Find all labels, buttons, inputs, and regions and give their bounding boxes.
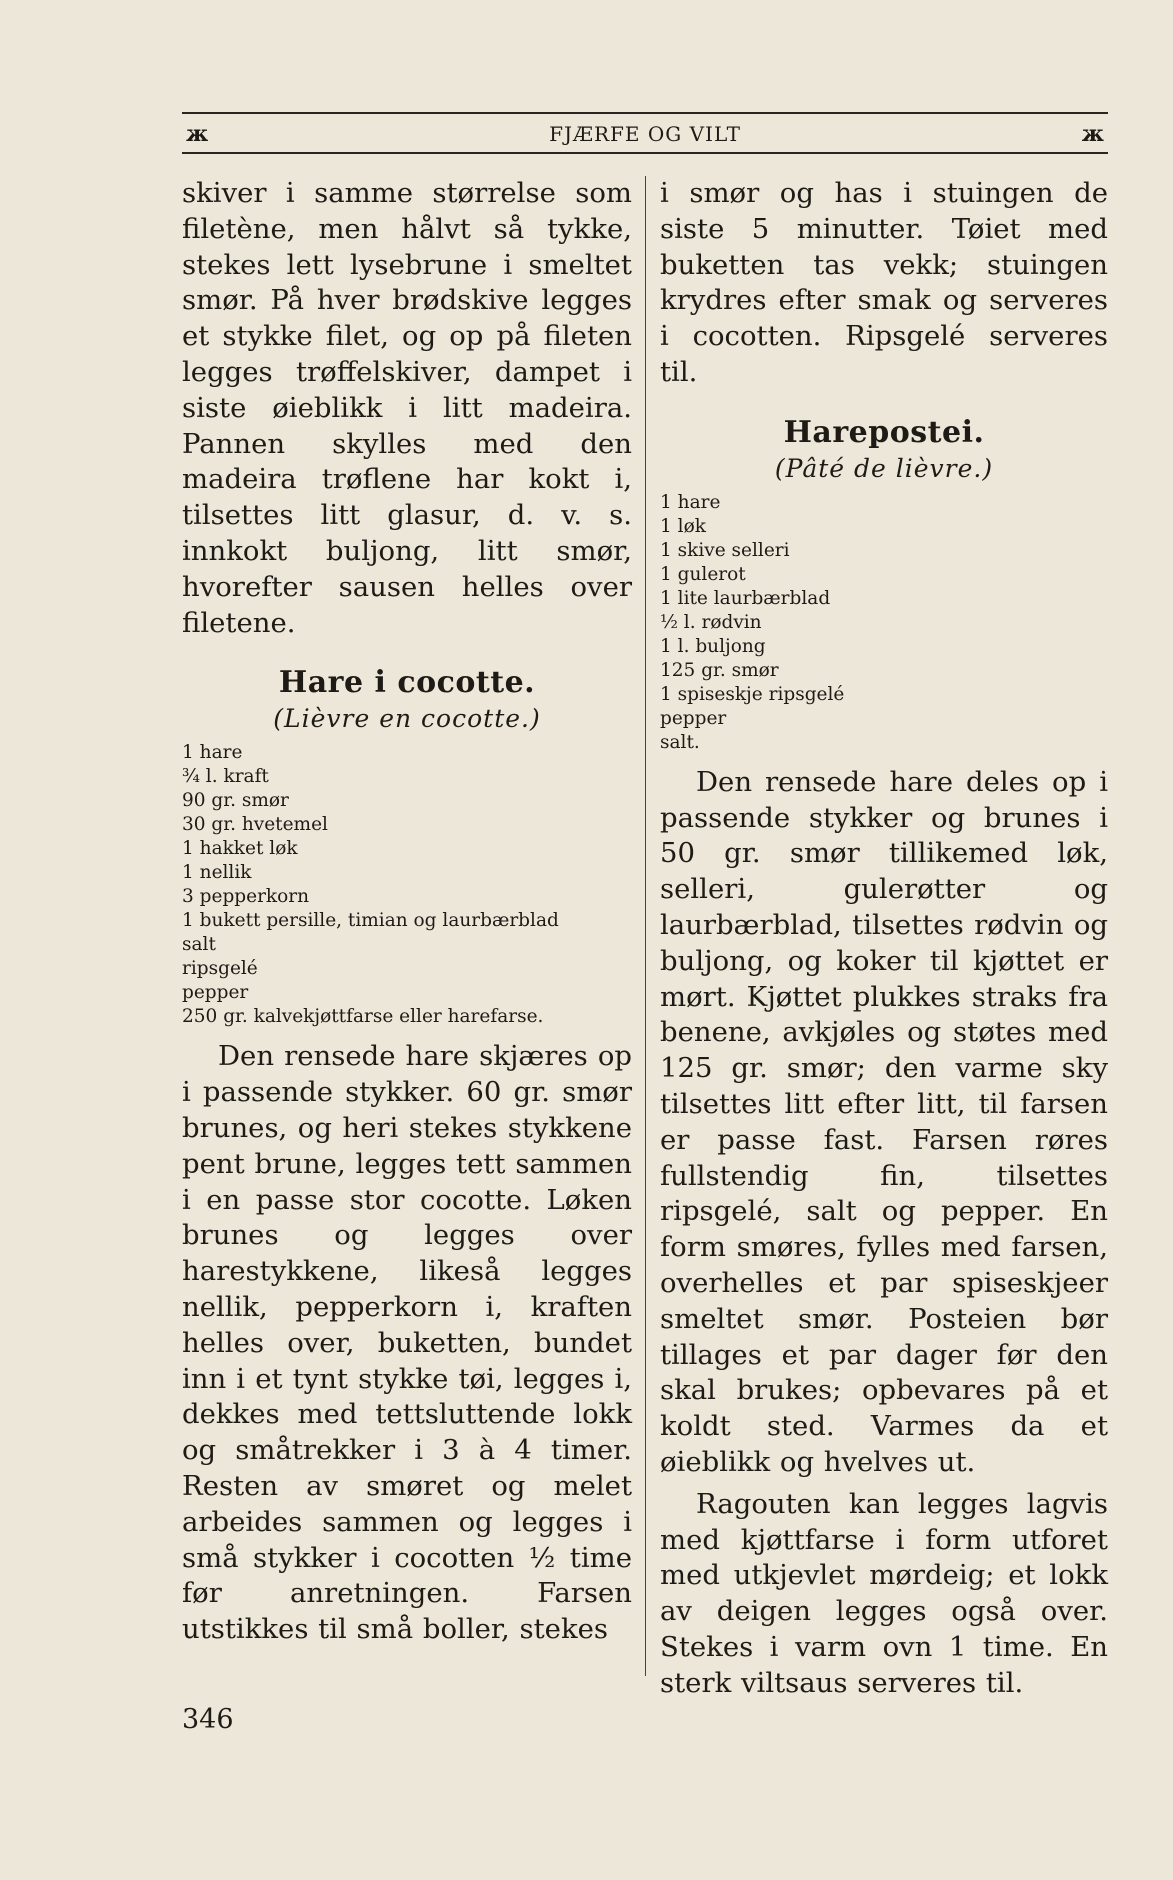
ingredient-item: pepper <box>660 707 727 729</box>
ingredient-item: 1 spiseskje ripsgelé <box>660 683 845 705</box>
ingredient-item: 1 nellik <box>182 862 252 884</box>
running-header <box>182 112 1108 154</box>
ingredient-item: 1 l. buljong <box>660 635 766 657</box>
ingredient-item: 1 hare <box>182 742 243 764</box>
ingredient-item: salt <box>182 934 216 956</box>
left-column <box>182 176 632 1648</box>
header-title: FJÆRFE OG VILT <box>549 122 741 146</box>
right-column <box>660 176 1108 1702</box>
ingredient-item: 30 gr. hvetemel <box>182 814 328 836</box>
recipe-subtitle-pate-de-lievre: (Pâté de lièvre.) <box>774 453 994 483</box>
ingredient-item: pepper <box>182 982 249 1004</box>
ingredient-item: ½ l. rødvin <box>660 611 762 633</box>
method-paragraph-hare-i-cocotte: Den rensede hare skjæres op i passende stykker. 60 gr. smør brunes, og heri stekes stykkene pent brune, legges tett sammen i en passe stor cocotte. Løken brunes og legges over harestykkene, likeså legges nellik, pepperkorn i, kraften helles over, buketten, bundet inn i et tynt stykke tøi, legges i, dekkes med tettsluttende lokk og småtrekker i 3 à 4 timer. Resten av smøret og melet arbeides sammen og legges i små stykker i cocotten ½ time før anretningen. Farsen utstikkes til små boller, stekes <box>182 1040 632 1646</box>
ingredient-item: 1 gulerot <box>660 563 746 585</box>
recipe-title-hare-i-cocotte: Hare i cocotte. <box>278 665 536 701</box>
ingredient-item: 1 hare <box>660 491 721 513</box>
ingredient-list-harepostei <box>660 491 1108 755</box>
ingredient-list-hare-i-cocotte <box>182 741 632 1029</box>
continued-paragraph: i smør og has i stuingen de siste 5 minutter. Tøiet med buketten tas vekk; stuingen krydres efter smak og serveres i cocotten. Ripsgelé serveres til. <box>660 177 1108 388</box>
ingredient-item: ¾ l. kraft <box>182 766 269 788</box>
ingredient-item: 3 pepperkorn <box>182 886 310 908</box>
ingredient-item: 1 skive selleri <box>660 539 790 561</box>
ingredient-item: 1 hakket løk <box>182 838 298 860</box>
ingredient-item: 1 lite laurbærblad <box>660 587 831 609</box>
ingredient-item: 1 løk <box>660 515 706 537</box>
column-divider <box>645 176 646 1676</box>
ingredient-item: 125 gr. smør <box>660 659 779 681</box>
method-paragraph-harepostei: Den rensede hare deles op i passende stykker og brunes i 50 gr. smør tillikemed løk, selleri, gulerøtter og laurbærblad, tilsettes rødvin og buljong, og koker til kjøttet er mørt. Kjøttet plukkes straks fra benene, avkjøles og støtes med 125 gr. smør; den varme sky tilsettes litt efter litt, til farsen er passe fast. Farsen røres fullstendig fin, tilsettes ripsgelé, salt og pepper. En form smøres, fylles med farsen, overhelles et par spiseskjeer smeltet smør. Posteien bør tillages et par dager før den skal brukes; opbevares på et koldt sted. Varmes da et øieblikk og hvelves ut. <box>660 765 1108 1478</box>
ingredient-item: ripsgelé <box>182 958 258 980</box>
ingredient-item: 1 bukett persille, timian og laurbærblad <box>182 910 559 932</box>
ingredient-item: salt. <box>660 731 700 753</box>
recipe-title-harepostei: Harepostei. <box>783 414 985 450</box>
page-number: 346 <box>182 1704 234 1735</box>
header-ornament-left: ж <box>186 121 209 147</box>
header-ornament-right: ж <box>1081 121 1104 147</box>
closing-paragraph: Ragouten kan legges lagvis med kjøttfarse i form utforet med utkjevlet mørdeig; et lokk av deigen legges også over. Stekes i varm ovn 1 time. En sterk viltsaus serveres til. <box>660 1487 1108 1699</box>
intro-paragraph: skiver i samme størrelse som filetène, men hålvt så tykke, stekes lett lysebrune i smeltet smør. På hver brødskive legges et stykke filet, og op på fileten legges trøffelskiver, dampet i siste øieblikk i litt madeira. Pannen skylles med den madeira trøflene har kokt i, tilsettes litt glasur, d. v. s. innkokt buljong, litt smør, hvorefter sausen helles over filetene. <box>182 177 632 639</box>
ingredient-item: 250 gr. kalvekjøttfarse eller harefarse. <box>182 1006 544 1028</box>
recipe-subtitle-lievre-en-cocotte: (Lièvre en cocotte.) <box>273 704 541 734</box>
ingredient-item: 90 gr. smør <box>182 790 289 812</box>
